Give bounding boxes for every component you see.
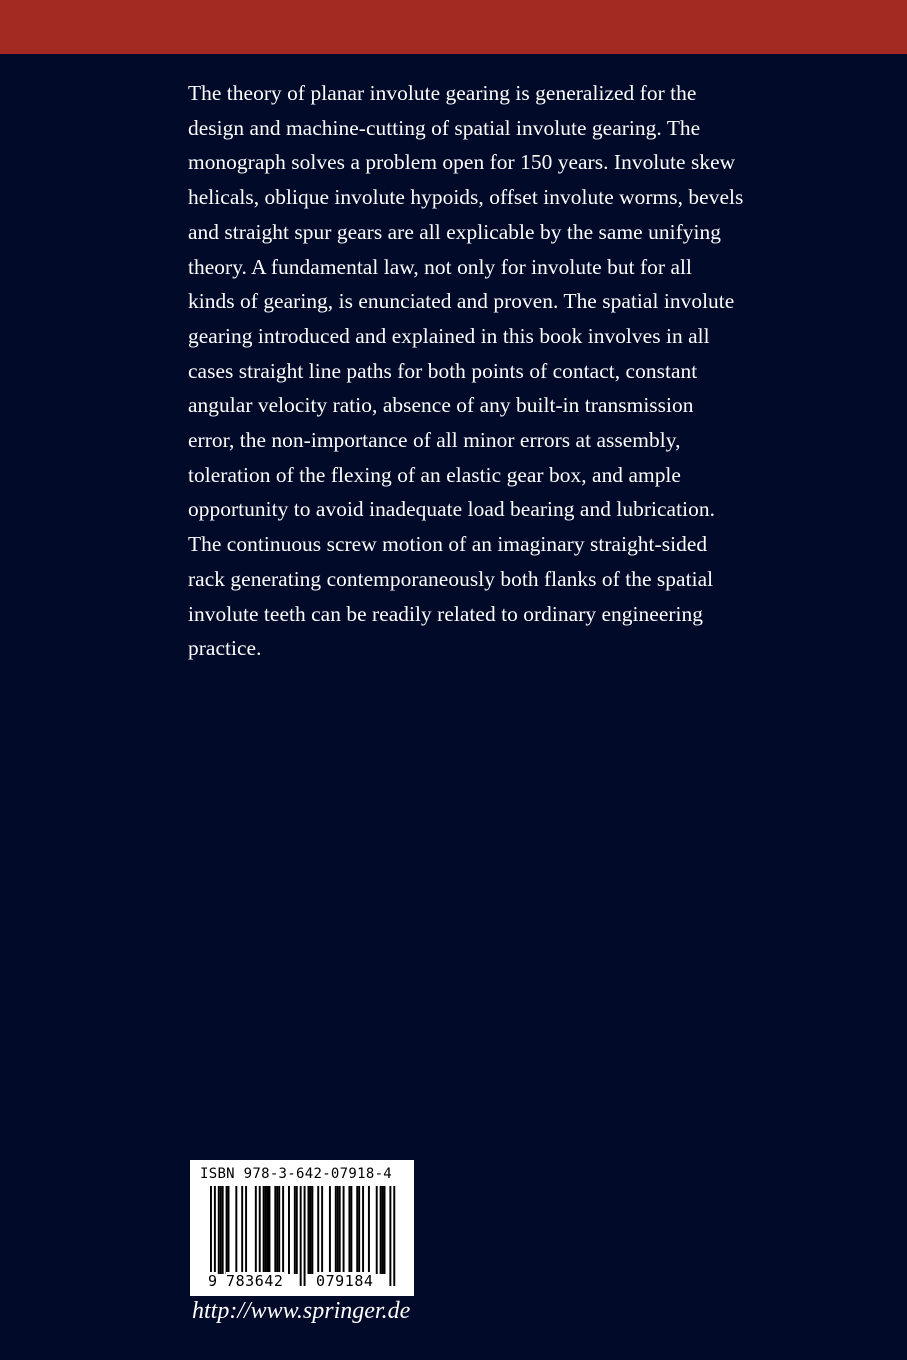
barcode-bar bbox=[304, 1186, 306, 1286]
description-line: toleration of the flexing of an elastic gear box, and ample bbox=[188, 462, 681, 487]
barcode-bar bbox=[274, 1186, 276, 1274]
barcode-bar bbox=[228, 1186, 230, 1274]
description-line: practice. bbox=[188, 636, 262, 661]
barcode-bar bbox=[362, 1186, 364, 1274]
description-line: cases straight line paths for both points of contact, constant bbox=[188, 358, 698, 383]
description-line: The continuous screw motion of an imaginary straight-sided bbox=[188, 532, 708, 557]
barcode-bar bbox=[382, 1186, 384, 1274]
barcode-bar bbox=[317, 1186, 319, 1274]
barcode-bar bbox=[368, 1186, 370, 1274]
barcode-bar bbox=[267, 1186, 269, 1274]
barcode-bar bbox=[210, 1186, 212, 1286]
description-line: theory. A fundamental law, not only for involute but for all bbox=[188, 254, 692, 279]
description-line: design and machine-cutting of spatial involute gearing. The bbox=[188, 115, 701, 140]
description-line: opportunity to avoid inadequate load bearing and lubrication. bbox=[188, 497, 715, 522]
top-color-band bbox=[0, 0, 907, 54]
barcode-bar bbox=[309, 1186, 311, 1274]
barcode-bar bbox=[278, 1186, 280, 1274]
ean-first-digit: 9 bbox=[208, 1272, 218, 1290]
barcode-bar bbox=[226, 1186, 228, 1274]
barcode-bar bbox=[343, 1186, 345, 1274]
description-line: monograph solves a problem open for 150 years. Involute skew bbox=[188, 150, 736, 175]
isbn-barcode bbox=[190, 1160, 414, 1296]
barcode-bar bbox=[393, 1186, 395, 1286]
barcode-bar bbox=[218, 1186, 220, 1274]
barcode-bar bbox=[276, 1186, 278, 1274]
barcode-bar bbox=[384, 1186, 386, 1274]
barcode-bar bbox=[296, 1186, 298, 1274]
barcode-bar bbox=[259, 1186, 261, 1274]
barcode-bar bbox=[245, 1186, 247, 1274]
book-description bbox=[188, 76, 828, 666]
barcode-bar bbox=[350, 1186, 352, 1274]
barcode-bar bbox=[329, 1186, 331, 1274]
barcode-bar bbox=[263, 1186, 265, 1274]
description-line: error, the non-importance of all minor errors at assembly, bbox=[188, 428, 681, 453]
barcode-bar bbox=[337, 1186, 339, 1274]
publisher-url[interactable]: http://www.springer.de bbox=[192, 1298, 411, 1324]
barcode-bar bbox=[288, 1186, 290, 1274]
barcode-bar bbox=[265, 1186, 267, 1274]
barcode-bar bbox=[380, 1186, 382, 1274]
description-line: angular velocity ratio, absence of any built-in transmission bbox=[188, 393, 694, 418]
description-line: involute teeth can be readily related to ordinary engineering bbox=[188, 601, 704, 626]
barcode-bar bbox=[220, 1186, 222, 1274]
barcode-bar bbox=[300, 1186, 302, 1286]
barcode-bar bbox=[376, 1186, 378, 1274]
description-line: The theory of planar involute gearing is generalized for the bbox=[188, 81, 697, 105]
barcode-bar bbox=[222, 1186, 224, 1274]
barcode-bar bbox=[335, 1186, 337, 1274]
barcode-bar bbox=[241, 1186, 243, 1274]
barcode-bar bbox=[339, 1186, 341, 1274]
barcode-bar bbox=[311, 1186, 313, 1274]
description-line: rack generating contemporaneously both flanks of the spatial bbox=[188, 566, 714, 591]
barcode-bar bbox=[255, 1186, 257, 1274]
description-line: gearing introduced and explained in this book involves in all bbox=[188, 323, 710, 348]
description-line: and straight spur gears are all explicable by the same unifying bbox=[188, 219, 721, 244]
barcode-bar bbox=[294, 1186, 296, 1274]
barcode-bar bbox=[356, 1186, 358, 1274]
barcode-bar bbox=[321, 1186, 323, 1274]
barcode-bar bbox=[269, 1186, 271, 1274]
barcode-bar bbox=[389, 1186, 391, 1286]
barcode-bar bbox=[282, 1186, 284, 1274]
barcode-bar bbox=[358, 1186, 360, 1274]
barcode-bar bbox=[348, 1186, 350, 1274]
ean-digits bbox=[190, 1272, 414, 1292]
isbn-label: ISBN 978-3-642-07918-4 bbox=[200, 1166, 393, 1182]
barcode-bar bbox=[308, 1186, 310, 1274]
ean-left-group: 783642 bbox=[226, 1272, 284, 1290]
barcode-bar bbox=[214, 1186, 216, 1286]
ean-right-group: 079184 bbox=[316, 1272, 374, 1290]
description-line: helicals, oblique involute hypoids, offset involute worms, bevels bbox=[188, 185, 744, 210]
description-line: kinds of gearing, is enunciated and proven. The spatial involute bbox=[188, 289, 735, 314]
barcode-bar bbox=[235, 1186, 237, 1274]
